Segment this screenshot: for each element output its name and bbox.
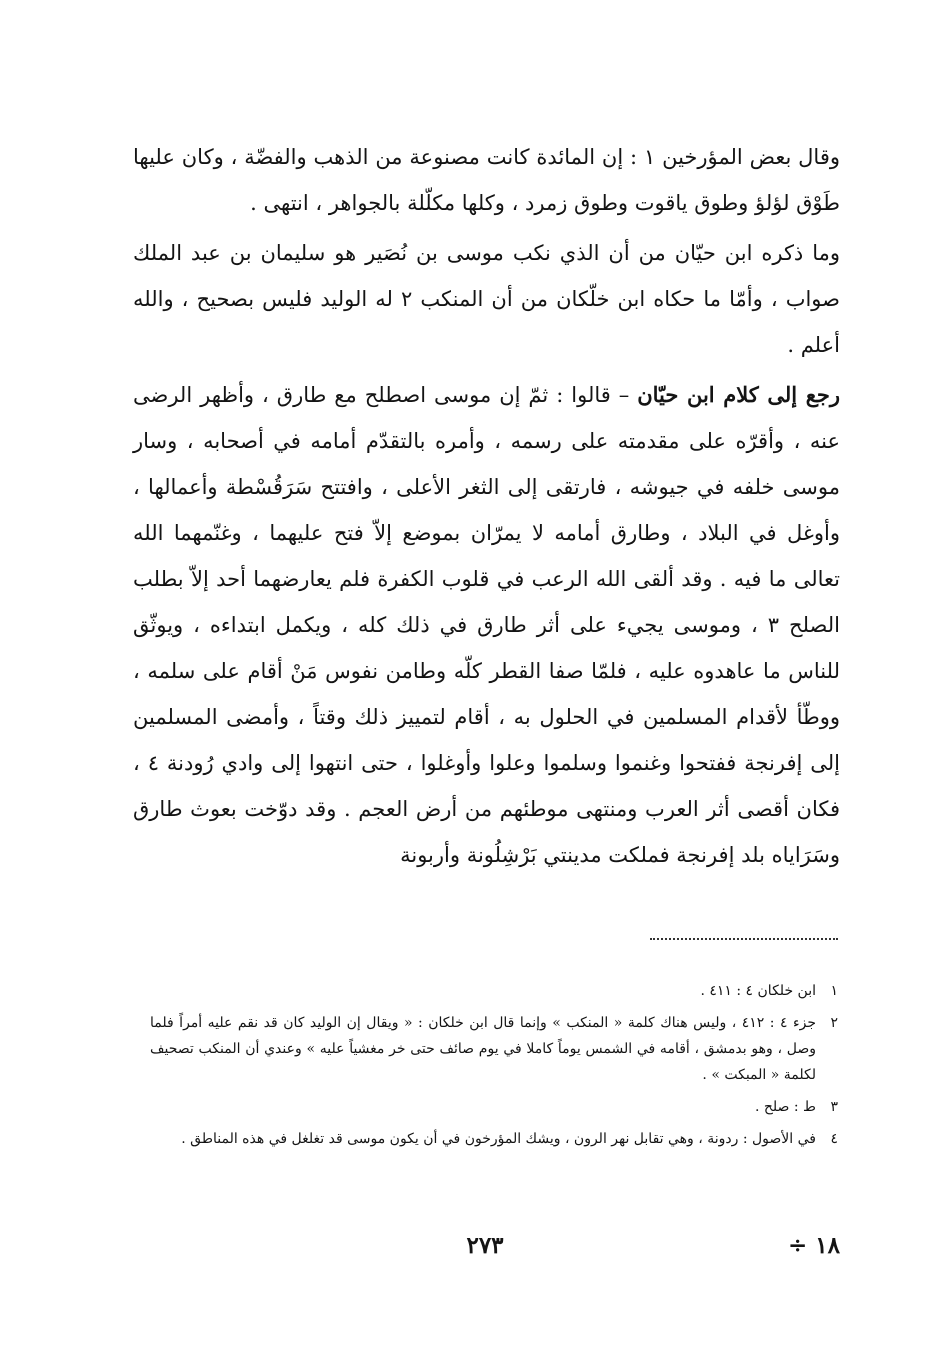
footnote-divider bbox=[650, 938, 838, 940]
footnote-text: ابن خلكان ٤ : ٤١١ . bbox=[700, 983, 816, 999]
footnote-3 bbox=[150, 1094, 838, 1120]
footnote-text: جزء ٤ : ٤١٢ ، وليس هناك كلمة « المنكب » وإنما قال ابن خلكان : « ويقال إن الوليد كان قد نقم عليه أمراً فلما وصل ، وهو بدمشق ، أقامه في الشمس يوماً كاملا في يوم صائف حتى خر مغشياً عليه » وعندي أن المنكب تصحيف لكلمة « المبكت » . bbox=[150, 1015, 817, 1083]
page-number: ٢٧٣ bbox=[466, 1232, 504, 1259]
main-text bbox=[133, 134, 840, 878]
paragraph-3 bbox=[133, 372, 840, 878]
footnotes bbox=[150, 978, 838, 1158]
paragraph-1 bbox=[133, 134, 840, 226]
footnote-2 bbox=[150, 1010, 838, 1088]
paragraph-2 bbox=[133, 230, 840, 368]
paragraph-1-text: وقال بعض المؤرخين ١ : إن المائدة كانت مصنوعة من الذهب والفضّة ، وكان عليها طَوْق لؤلؤ وطوق ياقوت وطوق زمرد ، وكلها مكلّلة بالجواهر ، انتهى . bbox=[133, 145, 841, 215]
footnote-text: في الأصول : ردونة ، وهي تقابل نهر الرون ، ويشك المؤرخون في أن يكون موسى قد تغلغل في هذه المناطق . bbox=[181, 1131, 816, 1147]
footnote-text: ط : صلح . bbox=[754, 1099, 816, 1115]
paragraph-3-lead: رجع إلى كلام ابن حيّان bbox=[637, 382, 840, 407]
footnote-4 bbox=[150, 1126, 838, 1152]
footnote-number: ١ bbox=[830, 983, 838, 999]
paragraph-2-text: وما ذكره ابن حيّان من أن الذي نكب موسى بن نُصَير هو سليمان بن عبد الملك صواب ، وأمّا ما حكاه ابن خلّكان من أن المنكب ٢ له الوليد فليس بصحيح ، والله أعلم . bbox=[133, 241, 840, 357]
footnote-number: ٢ bbox=[830, 1015, 838, 1031]
footnote-1 bbox=[150, 978, 838, 1004]
signature-mark: ١٨ ÷ bbox=[788, 1232, 840, 1259]
paragraph-3-text: – قالوا : ثمّ إن موسى اصطلح مع طارق ، وأظهر الرضى عنه ، وأقرّه على مقدمته على رسمه ، وأمره بالتقدّم أمامه في أصحابه ، وسار موسى خلفه في جيوشه ، فارتقى إلى الثغر الأعلى ، وافتتح سَرَقُسْطة وأعمالها ، وأوغل في البلاد ، وطارق أمامه لا يمرّان بموضع إلاّ فتح عليهما ، وغنّمهما الله تعالى ما فيه . وقد ألقى الله الرعب في قلوب الكفرة فلم يعارضهما أحد إلاّ بطلب الصلح ٣ ، وموسى يجيء على أثر طارق في ذلك كله ، ويكمل ابتداءه ، ويوثّق للناس ما عاهدوه عليه ، فلمّا صفا القطر كلّه وطامن نفوس مَنْ أقام على سلمه ، ووطّأ لأقدام المسلمين في الحلول به ، أقام لتمييز ذلك وقتاً ، وأمضى المسلمين إلى إفرنجة ففتحوا وغنموا وسلموا وعلوا وأوغلوا ، حتى انتهوا إلى وادي رُودنة ٤ ، فكان أقصى أثر العرب ومنتهى موطئهم من أرض العجم . وقد دوّخت بعوث طارق وسَرَاياه بلد إفرنجة فملكت مدينتي بَرْشِلُونة وأربونة bbox=[133, 383, 840, 867]
footnote-number: ٤ bbox=[830, 1131, 838, 1147]
footnote-number: ٣ bbox=[830, 1099, 838, 1115]
